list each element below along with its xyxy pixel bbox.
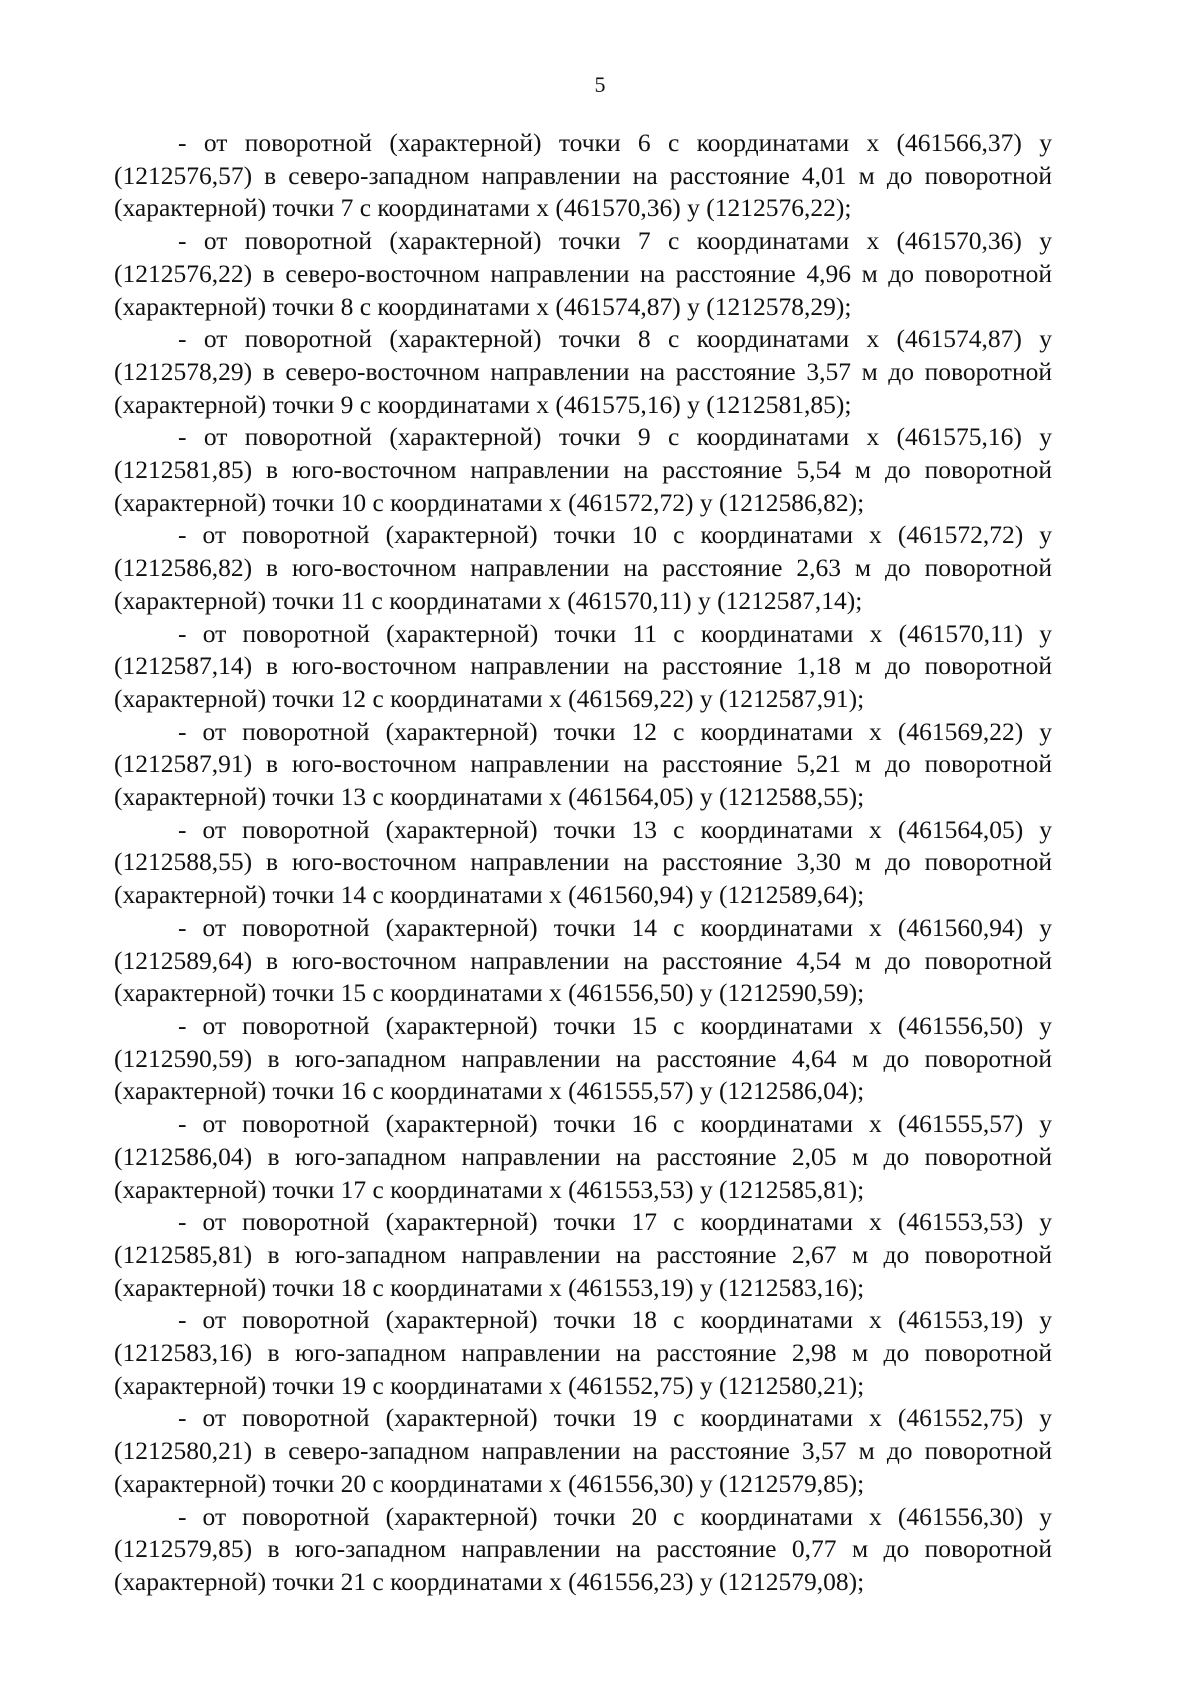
boundary-clause-20-21: - от поворотной (характерной) точки 20 с координатами х (461556,30) у (1212579,85) в юго-западном направлении на расстояние 0,77 м до поворотной (характерной) точки 21 с координатами х (461556,23) у (1212579,08); <box>114 1501 1052 1596</box>
boundary-clause-17-18: - от поворотной (характерной) точки 17 с координатами х (461553,53) у (1212585,81) в юго-западном направлении на расстояние 2,67 м до поворотной (характерной) точки 18 с координатами х (461553,19) у (1212583,16); <box>114 1207 1052 1302</box>
boundary-clause-16-17: - от поворотной (характерной) точки 16 с координатами х (461555,57) у (1212586,04) в юго-западном направлении на расстояние 2,05 м до поворотной (характерной) точки 17 с координатами х (461553,53) у (1212585,81); <box>114 1109 1052 1204</box>
boundary-clause-15-16: - от поворотной (характерной) точки 15 с координатами х (461556,50) у (1212590,59) в юго-западном направлении на расстояние 4,64 м до поворотной (характерной) точки 16 с координатами х (461555,57) у (1212586,04); <box>114 1010 1052 1106</box>
boundary-clause-8-9: - от поворотной (характерной) точки 8 с координатами х (461574,87) у (1212578,29) в северо-восточном направлении на расстояние 3,57 м до поворотной (характерной) точки 9 с координатами х (461575,16) у (1212581,85); <box>114 324 1052 419</box>
boundary-description <box>114 127 1052 1599</box>
boundary-clause-13-14: - от поворотной (характерной) точки 13 с координатами х (461564,05) у (1212588,55) в юго-восточном направлении на расстояние 3,30 м до поворотной (характерной) точки 14 с координатами х (461560,94) у (1212589,64); <box>114 814 1052 910</box>
boundary-clause-14-15: - от поворотной (характерной) точки 14 с координатами х (461560,94) у (1212589,64) в юго-восточном направлении на расстояние 4,54 м до поворотной (характерной) точки 15 с координатами х (461556,50) у (1212590,59); <box>114 912 1052 1008</box>
boundary-clause-19-20: - от поворотной (характерной) точки 19 с координатами х (461552,75) у (1212580,21) в северо-западном направлении на расстояние 3,57 м до поворотной (характерной) точки 20 с координатами х (461556,30) у (1212579,85); <box>114 1403 1052 1498</box>
boundary-clause-7-8: - от поворотной (характерной) точки 7 с координатами х (461570,36) у (1212576,22) в северо-восточном направлении на расстояние 4,96 м до поворотной (характерной) точки 8 с координатами х (461574,87) у (1212578,29); <box>114 226 1052 321</box>
boundary-clause-9-10: - от поворотной (характерной) точки 9 с координатами х (461575,16) у (1212581,85) в юго-восточном направлении на расстояние 5,54 м до поворотной (характерной) точки 10 с координатами х (461572,72) у (1212586,82); <box>114 422 1052 517</box>
boundary-clause-6-7: - от поворотной (характерной) точки 6 с координатами х (461566,37) у (1212576,57) в северо-западном направлении на расстояние 4,01 м до поворотной (характерной) точки 7 с координатами х (461570,36) у (1212576,22); <box>114 128 1052 223</box>
boundary-clause-18-19: - от поворотной (характерной) точки 18 с координатами х (461553,19) у (1212583,16) в юго-западном направлении на расстояние 2,98 м до поворотной (характерной) точки 19 с координатами х (461552,75) у (1212580,21); <box>114 1305 1052 1400</box>
boundary-clause-12-13: - от поворотной (характерной) точки 12 с координатами х (461569,22) у (1212587,91) в юго-восточном направлении на расстояние 5,21 м до поворотной (характерной) точки 13 с координатами х (461564,05) у (1212588,55); <box>114 716 1052 812</box>
boundary-clause-10-11: - от поворотной (характерной) точки 10 с координатами х (461572,72) у (1212586,82) в юго-восточном направлении на расстояние 2,63 м до поворотной (характерной) точки 11 с координатами х (461570,11) у (1212587,14); <box>114 520 1052 615</box>
page-number: 5 <box>594 72 606 97</box>
boundary-clause-11-12: - от поворотной (характерной) точки 11 с координатами х (461570,11) у (1212587,14) в юго-восточном направлении на расстояние 1,18 м до поворотной (характерной) точки 12 с координатами х (461569,22) у (1212587,91); <box>114 618 1052 713</box>
